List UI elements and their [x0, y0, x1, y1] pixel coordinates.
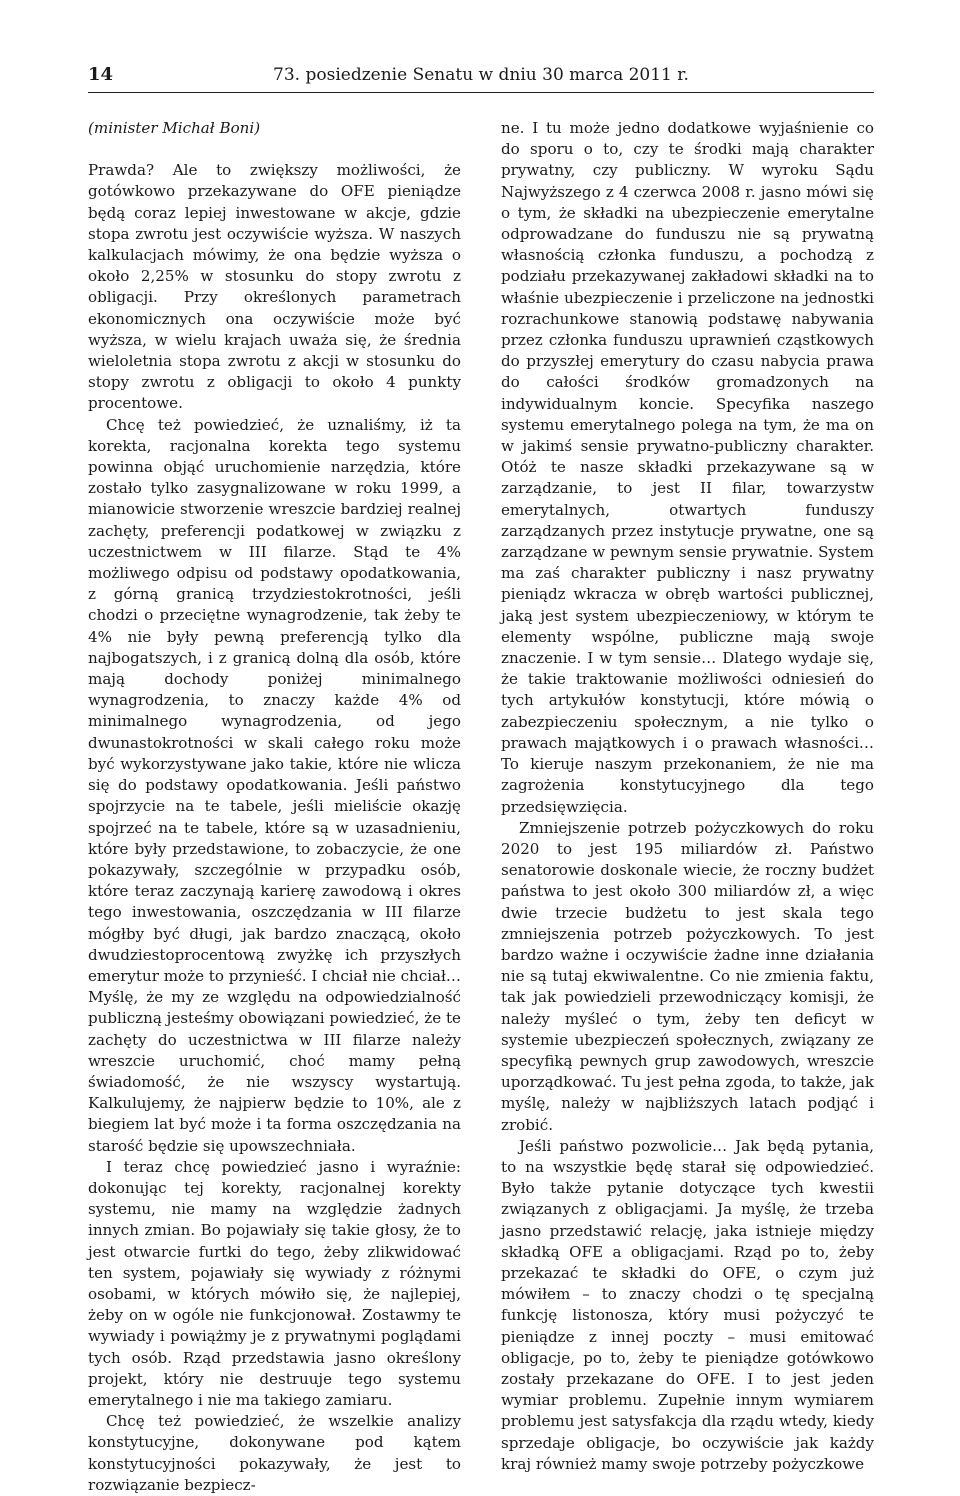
header-rule	[88, 92, 874, 93]
right-column	[501, 118, 874, 1475]
running-title: 73. posiedzenie Senatu w dniu 30 marca 2011 r.	[273, 65, 689, 85]
speaker-label: (minister Michał Boni)	[88, 119, 261, 137]
paragraph: Jeśli państwo pozwolicie… Jak będą pytania, to na wszystkie będę starał się odpowiedzieć. Było także pytanie dotyczące tych kwestii związanych z obligacjami. Ja myślę, że trzeba jasno przedstawić relację, jaka istnieje między składką OFE a obligacjami. Rząd po to, żeby przekazać te składki do OFE, o czym już mówiłem – to znaczy chodzi o tę specjalną funkcję listonosza, który musi pożyczyć te pieniądze z innej poczty – musi emitować obligacje, po to, żeby te pieniądze gotówkowo zostały przekazane do OFE. I to jest jeden wymiar problemu. Zupełnie innym wymiarem problemu jest satysfakcja dla rządu wtedy, kiedy sprzedaje obligacje, bo oczywiście jak każdy kraj również mamy swoje potrzeby pożyczkowe	[501, 1136, 874, 1473]
paragraph: I teraz chcę powiedzieć jasno i wyraźnie: dokonując tej korekty, racjonalnej korekty systemu, nie mamy na względzie żadnych innych zmian. Bo pojawiały się takie głosy, że to jest otwarcie furtki do tego, żeby zlikwidować ten system, pojawiały się wywiady z różnymi osobami, w których mówiło się, że najlepiej, żeby on w ogóle nie funkcjonował. Zostawmy te wywiady i powiążmy je z prywatnymi poglądami tych osób. Rząd przedstawia jasno określony projekt, który nie destruuje tego systemu emerytalnego i nie ma takiego zamiaru.	[88, 1157, 461, 1409]
left-column	[88, 118, 461, 1496]
paragraph: Zmniejszenie potrzeb pożyczkowych do roku 2020 to jest 195 miliardów zł. Państwo senatorowie doskonale wiecie, że roczny budżet państwa to jest około 300 miliardów zł, a więc dwie trzecie budżetu to jest skala tego zmniejszenia potrzeb pożyczkowych. To jest bardzo ważne i oczywiście żadne inne działania nie są tutaj ekwiwalentne. Co nie zmienia faktu, tak jak powiedzieli przewodniczący komisji, że należy myśleć o tym, żeby ten deficyt w systemie ubezpieczeń społecznych, związany ze specyfiką pewnych grup zawodowych, wreszcie uporządkować. Tu jest pełna zgoda, to także, jak myślę, należy w najbliższych latach podjąć i zrobić.	[501, 818, 874, 1134]
paragraph: ne. I tu może jedno dodatkowe wyjaśnienie co do sporu o to, czy te środki mają charakter prywatny, czy publiczny. W wyroku Sądu Najwyższego z 4 czerwca 2008 r. jasno mówi się o tym, że składki na ubezpieczenie emerytalne odprowadzane do funduszu nie są prywatną własnością członka funduszu, a pochodzą z podziału przekazywanej zakładowi składki na to właśnie ubezpieczenie i przeliczone na jednostki rozrachunkowe stanowią podstawę nabywania przez członka funduszu uprawnień cząstkowych do przyszłej emerytury do czasu nabycia prawa do całości środków gromadzonych na indywidualnym koncie. Specyfika naszego systemu emerytalnego polega na tym, że ma on w jakimś sensie prywatno-publiczny charakter. Otóż te nasze składki przekazywane są w zarządzanie, to jest II filar, towarzystw emerytalnych, otwartych funduszy zarządzanych przez instytucje prywatne, one są zarządzane w pewnym sensie prywatnie. System ma zaś charakter publiczny i nasz prywatny pieniądz wkracza w obręb wartości publicznej, jaką jest system ubezpieczeniowy, w którym te elementy wspólne, publiczne mają swoje znaczenie. I w tym sensie… Dlatego wydaje się, że takie traktowanie możliwości odniesień do tych artykułów konstytucji, które mówią o zabezpieczeniu społecznym, a nie tylko o prawach majątkowych i o prawach własności… To kieruje naszym przekonaniem, że nie ma zagrożenia konstytucyjnego dla tego przedsięwzięcia.	[501, 119, 874, 816]
paragraph: Prawda? Ale to zwiększy możliwości, że gotówkowo przekazywane do OFE pieniądze będą coraz lepiej inwestowane w akcje, gdzie stopa zwrotu jest oczywiście wyższa. W naszych kalkulacjach mówimy, że ona będzie wyższa o około 2,25% w stosunku do stopy zwrotu z obligacji. Przy określonych parametrach ekonomicznych ona oczywiście może być wyższa, w wielu krajach uważa się, że średnia wieloletnia stopa zwrotu z akcji w stosunku do stopy zwrotu z obligacji to około 4 punkty procentowe.	[88, 161, 461, 413]
page-header	[88, 64, 874, 88]
page-number: 14	[88, 64, 114, 85]
paragraph: Chcę też powiedzieć, że wszelkie analizy konstytucyjne, dokonywane pod kątem konstytucyjności pokazywały, że jest to rozwiązanie bezpiecz-	[88, 1412, 461, 1494]
paragraph: Chcę też powiedzieć, że uznaliśmy, iż ta korekta, racjonalna korekta tego systemu powinna objąć uruchomienie narzędzia, które zostało tylko zasygnalizowane w roku 1999, a mianowicie stworzenie wreszcie bardziej realnej zachęty, preferencji podatkowej w związku z uczestnictwem w III filarze. Stąd te 4% możliwego odpisu od podstawy opodatkowania, z górną granicą trzydziestokrotności, jeśli chodzi o przeciętne wynagrodzenie, tak żeby te 4% nie były pewną preferencją tylko dla najbogatszych, i z granicą dolną dla osób, które mają dochody poniżej minimalnego wynagrodzenia, to znaczy każde 4% od minimalnego wynagrodzenia, od jego dwunastokrotności w skali całego roku może być wykorzystywane jako takie, które nie wlicza się do podstawy opodatkowania. Jeśli państwo spojrzycie na te tabele, jeśli mieliście okazję spojrzeć na te tabele, które są w uzasadnieniu, które były przedstawione, to zobaczycie, że one pokazywały, szczególnie w przypadku osób, które teraz zaczynają karierę zawodową i okres tego inwestowania, oszczędzania w III filarze mógłby być długi, jak bardzo znaczącą, około dwudziestoprocentową zwyżkę ich przyszłych emerytur może to przynieść. I chciał nie chciał… Myślę, że my ze względu na odpowiedzialność publiczną jesteśmy obowiązani powiedzieć, że te zachęty do uczestnictwa w III filarze należy wreszcie uruchomić, choć mamy pełną świadomość, że nie wszyscy wystartują. Kalkulujemy, że najpierw będzie to 10%, ale z biegiem lat być może i ta forma oszczędzania na starość będzie się upowszechniała.	[88, 415, 462, 1155]
